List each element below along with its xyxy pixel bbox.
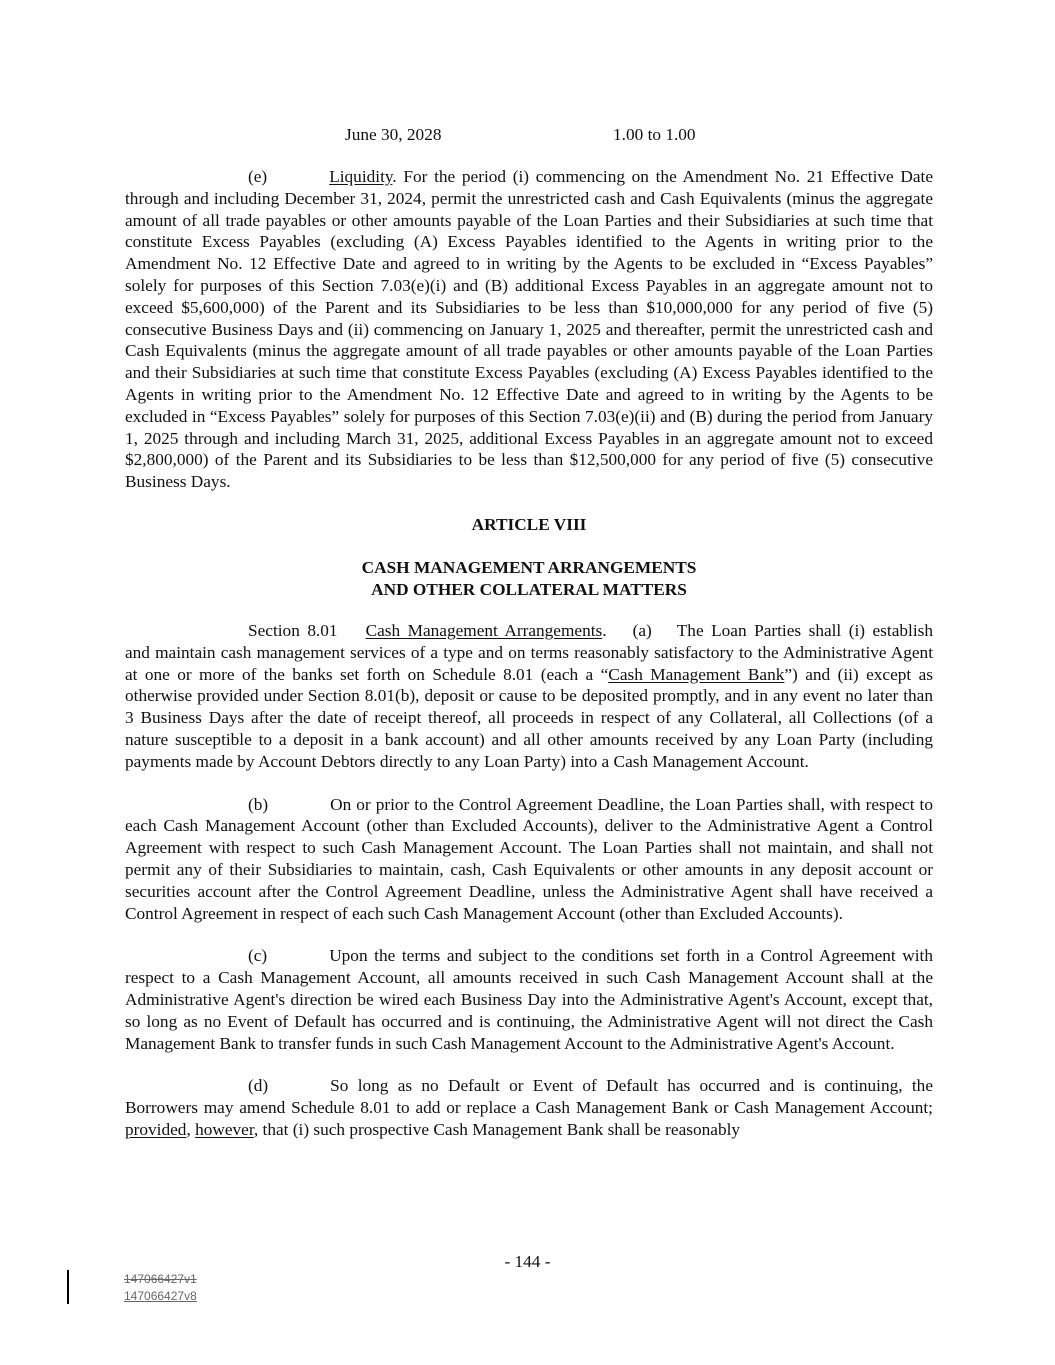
- section-sub-label: (a): [632, 620, 652, 640]
- defined-term-cash-management-bank: Cash Management Bank: [608, 664, 785, 684]
- comma: ,: [186, 1119, 196, 1139]
- covenant-table-row: [125, 124, 933, 146]
- paragraph-c-text: Upon the terms and subject to the conditions set forth in a Control Agreement with respect to a Cash Management Account, all amounts received in such Cash Management Account shall at the Administrative Agent's direction be wired each Business Day into the Administrative Agent's Account, except that, so long as no Event of Default has occurred and is continuing, the Administrative Agent will not direct the Cash Management Bank to transfer funds in such Cash Management Account to the Administrative Agent's Account.: [125, 946, 933, 1053]
- however-term: however: [195, 1119, 254, 1139]
- article-subtitle-line2: AND OTHER COLLATERAL MATTERS: [371, 579, 687, 599]
- liquidity-label: (e): [248, 167, 268, 186]
- liquidity-body: . For the period (i) commencing on the Amendment No. 21 Effective Date through and including December 31, 2024, permit the unrestricted cash and Cash Equivalents (minus the aggregate amount of all trade payables or other amounts payable of the Loan Parties and their Subsidiaries at such time that constitute Excess Payables (excluding (A) Excess Payables identified to the Agents in writing prior to the Amendment No. 12 Effective Date and agreed to in writing by the Agents to be excluded in “Excess Payables” solely for purposes of this Section 7.03(e)(i) and (B) additional Excess Payables in an aggregate amount not to exceed $5,600,000) of the Parent and its Subsidiaries to be less than $10,000,000 for any period of five (5) consecutive Business Days and (ii) commencing on January 1, 2025 and thereafter, permit the unrestricted cash and Cash Equivalents (minus the aggregate amount of all trade payables or other amounts payable of the Loan Parties and their Subsidiaries at such time that constitute Excess Payables (excluding (A) Excess Payables identified to the Agents in writing prior to the Amendment No. 12 Effective Date and agreed to in writing by the Agents to be excluded in “Excess Payables” solely for purposes of this Section 7.03(e)(ii) and (B) during the period from January 1, 2025 through and including March 31, 2025, additional Excess Payables in an aggregate amount not to exceed $2,800,000) of the Parent and its Subsidiaries to be less than $12,500,000 for any period of five (5) consecutive Business Days.: [125, 167, 933, 492]
- provided-term: provided: [125, 1119, 187, 1139]
- table-ratio: 1.00 to 1.00: [613, 125, 696, 144]
- page-number: - 144 -: [504, 1252, 551, 1271]
- section-8-01-paragraph: Section 8.01 Cash Management Arrangements. (a) The Loan Parties shall (i) establish and maintain cash management services of a type and on terms reasonably satisfactory to the Administrative Agent at one or more of the banks set forth on Schedule 8.01 (each a “Cash Management Bank”) and (ii) except as otherwise provided under Section 8.01(b), deposit or cause to be deposited promptly, and in any event no later than 3 Business Days after the date of receipt thereof, all proceeds in respect of any Collateral, all Collections (of a nature susceptible to a deposit in a bank account) and all other amounts received by any Loan Party (including payments made by Account Debtors directly to any Loan Party) into a Cash Management Account.: [125, 620, 933, 771]
- paragraph-c-label: (c): [248, 946, 268, 966]
- table-date: June 30, 2028: [345, 125, 442, 144]
- paragraph-c: [125, 945, 933, 1054]
- paragraph-b-label: (b): [248, 794, 269, 814]
- paragraph-b-text: On or prior to the Control Agreement Deadline, the Loan Parties shall, with respect to each Cash Management Account (other than Excluded Accounts), deliver to the Administrative Agent a Control Agreement with respect to such Cash Management Account. The Loan Parties shall not maintain, and shall not permit any of their Subsidiaries to maintain, cash, Cash Equivalents or other amounts in any deposit account or securities account after the Control Agreement Deadline, unless the Administrative Agent shall have received a Control Agreement in respect of each such Cash Management Account (other than Excluded Accounts).: [125, 794, 933, 923]
- revision-bar: [67, 1270, 69, 1304]
- section-text-after: ”) and (ii) except as otherwise provided under Section 8.01(b), deposit or cause to be deposited promptly, and in any event no later than 3 Business Days after the date of receipt thereof, all proceeds in respect of any Collateral, all Collections (of a nature susceptible to a deposit in a bank account) and all other amounts received by any Loan Party (including payments made by Account Debtors directly to any Loan Party) into a Cash Management Account.: [125, 664, 933, 771]
- paragraph-d-text-after: , that (i) such prospective Cash Management Bank shall be reasonably: [253, 1119, 741, 1139]
- doc-id-new: 147066427v8: [124, 1289, 197, 1303]
- section-title: Cash Management Arrangements: [365, 620, 603, 640]
- page-content: [125, 124, 933, 1141]
- doc-id-old: 147066427v1: [124, 1272, 197, 1286]
- paragraph-b: [125, 794, 933, 925]
- section-number: Section 8.01: [248, 620, 338, 640]
- paragraph-d-text-before: So long as no Default or Event of Default has occurred and is continuing, the Borrowers may amend Schedule 8.01 to add or replace a Cash Management Bank or Cash Management Account;: [125, 1076, 933, 1118]
- liquidity-title: Liquidity: [329, 167, 393, 186]
- section-text-before: The Loan Parties shall (i) establish and maintain cash management services of a type and on terms reasonably satisfactory to the Administrative Agent at one or more of the banks set forth on Schedule 8.01 (each a “: [125, 620, 933, 684]
- paragraph-d-label: (d): [248, 1076, 269, 1096]
- article-title: ARTICLE VIII: [471, 514, 587, 534]
- liquidity-paragraph: [125, 166, 933, 493]
- article-subtitle-line1: CASH MANAGEMENT ARRANGEMENTS: [361, 557, 697, 577]
- paragraph-d: [125, 1075, 933, 1140]
